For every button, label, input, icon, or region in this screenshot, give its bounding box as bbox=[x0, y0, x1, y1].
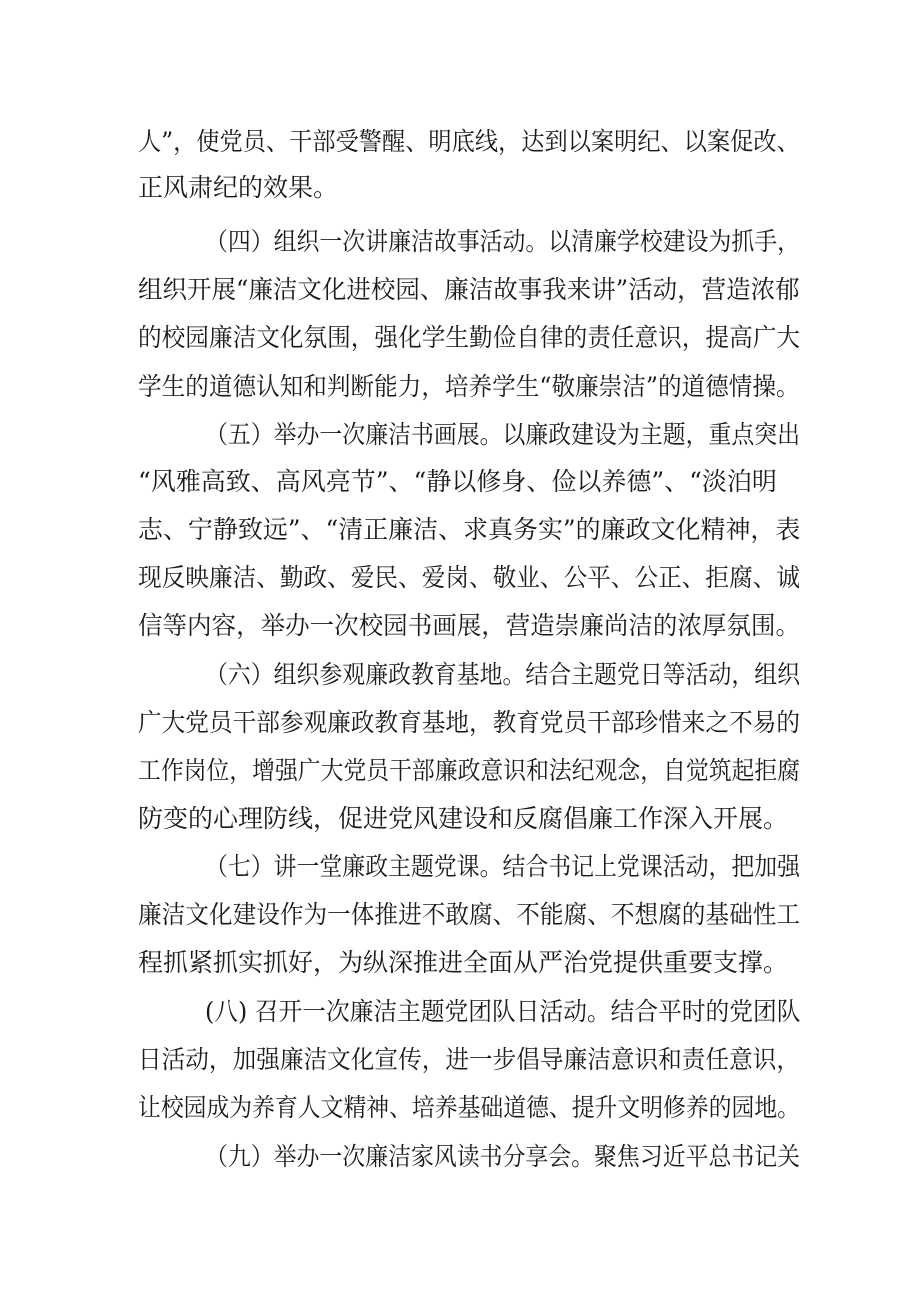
paragraph-start-line: (八) 召开一次廉洁主题党团队日活动。结合平时的党团队 bbox=[205, 997, 801, 1026]
text-line: 正风肃纪的效果。 bbox=[138, 173, 339, 202]
text-line: 人”，使党员、干部受警醒、明底线，达到以案明纪、以案促改、 bbox=[138, 127, 800, 156]
paragraph-start-line: （五）举办一次廉洁书画展。以廉政建设为主题，重点突出 bbox=[205, 420, 801, 449]
text-line: 廉洁文化建设作为一体推进不敢腐、不能腐、不想腐的基础性工 bbox=[138, 900, 801, 929]
text-line: 组织开展“廉洁文化进校园、廉洁故事我来讲”活动，营造浓郁 bbox=[138, 275, 800, 304]
text-line: 日活动，加强廉洁文化宣传，进一步倡导廉洁意识和责任意识， bbox=[138, 1045, 801, 1074]
text-line: 防变的心理防线，促进党风建设和反腐倡廉工作深入开展。 bbox=[138, 804, 789, 833]
text-line: 志、宁静致远”、“清正廉洁、求真务实”的廉政文化精神，表 bbox=[138, 515, 801, 544]
paragraph-start-line: （九）举办一次廉洁家风读书分享会。聚焦习近平总书记关 bbox=[205, 1142, 801, 1171]
paragraph-start-line: （四）组织一次讲廉洁故事活动。以清廉学校建设为抓手， bbox=[205, 227, 801, 256]
text-line: 现反映廉洁、勤政、爱民、爱岗、敬业、公平、公正、拒腐、诚 bbox=[138, 563, 801, 592]
paragraph-start-line: （七）讲一堂廉政主题党课。结合书记上党课活动，把加强 bbox=[205, 852, 801, 881]
text-line: 信等内容，举办一次校园书画展，营造崇廉尚洁的浓厚氛围。 bbox=[138, 611, 800, 640]
text-line: 工作岗位，增强广大党员干部廉政意识和法纪观念，自觉筑起拒腐 bbox=[138, 756, 801, 785]
text-line: 程抓紧抓实抓好，为纵深推进全面从严治党提供重要支撑。 bbox=[138, 948, 789, 977]
text-line: 的校园廉洁文化氛围，强化学生勤俭自律的责任意识，提高广大 bbox=[138, 323, 801, 352]
text-line: 广大党员干部参观廉政教育基地，教育党员干部珍惜来之不易的 bbox=[138, 708, 801, 737]
text-line: “风雅高致、高风亮节”、“静以修身、俭以养德”、“淡泊明 bbox=[138, 467, 777, 496]
text-line: 学生的道德认知和判断能力，培养学生“敬廉崇洁”的道德情操。 bbox=[138, 372, 800, 401]
paragraph-start-line: （六）组织参观廉政教育基地。结合主题党日等活动，组织 bbox=[205, 660, 801, 689]
text-line: 让校园成为养育人文精神、培养基础道德、提升文明修养的园地。 bbox=[138, 1093, 801, 1122]
